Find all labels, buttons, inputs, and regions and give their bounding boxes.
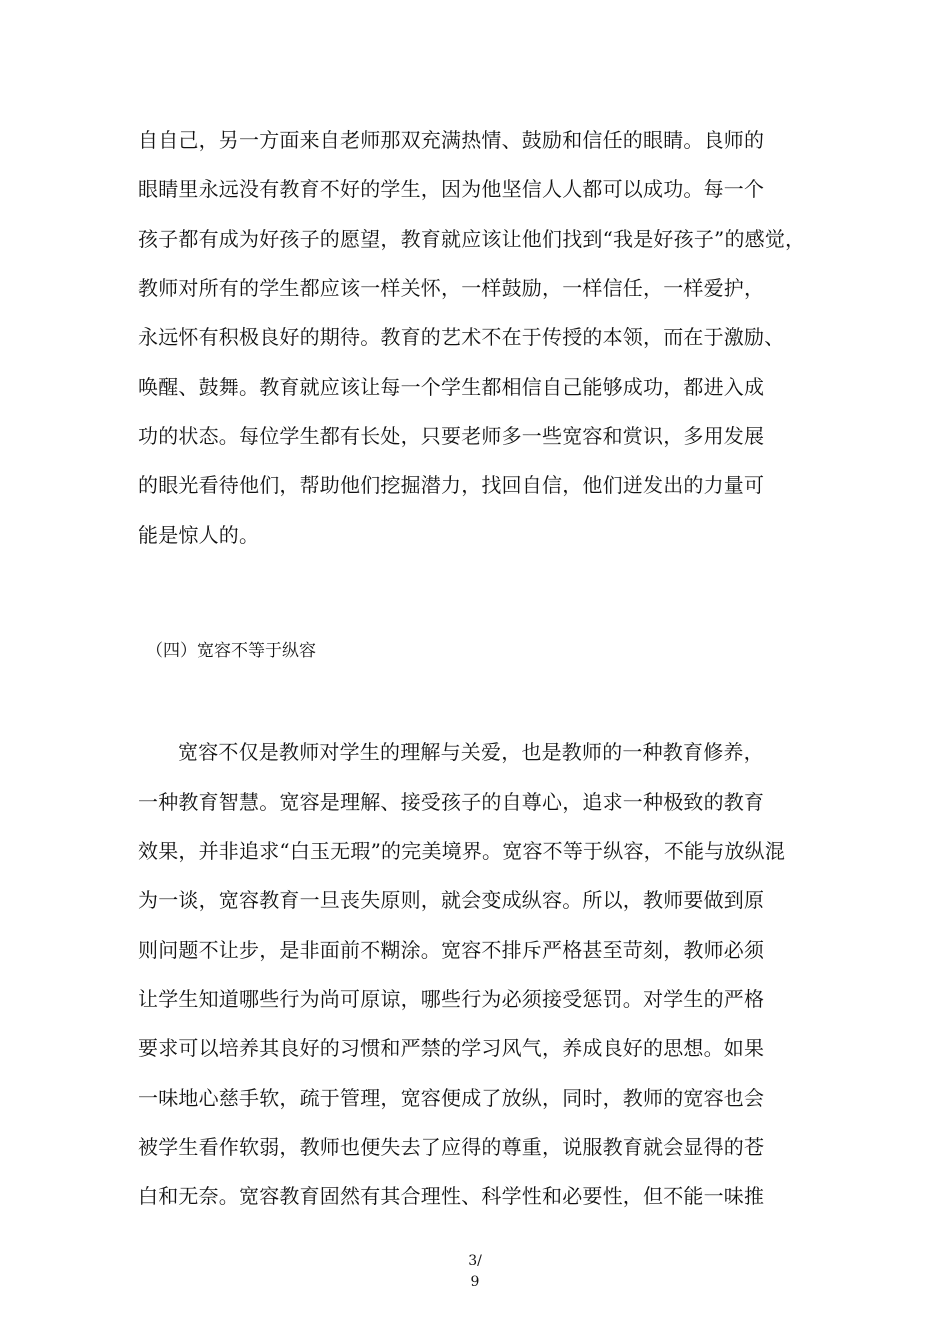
paragraph-line: 要求可以培养其良好的习惯和严禁的学习风气，养成良好的思想。如果 xyxy=(138,1036,765,1060)
paragraph-line: 宽容不仅是教师对学生的理解与关爱，也是教师的一种教育修养， xyxy=(178,740,764,764)
paragraph-line: 则问题不让步，是非面前不糊涂。宽容不排斥严格甚至苛刻，教师必须 xyxy=(138,938,765,962)
paragraph-line: 白和无奈。宽容教育固然有其合理性、科学性和必要性，但不能一味推 xyxy=(138,1184,765,1208)
paragraph-line: 让学生知道哪些行为尚可原谅，哪些行为必须接受惩罚。对学生的严格 xyxy=(138,987,765,1011)
paragraph-line: 唤醒、鼓舞。教育就应该让每一个学生都相信自己能够成功，都进入成 xyxy=(138,375,765,399)
section-heading: （四）宽容不等于纵容 xyxy=(146,641,316,661)
paragraph-line: 永远怀有积极良好的期待。教育的艺术不在于传授的本领，而在于激励、 xyxy=(138,325,785,349)
paragraph-line: 自自己，另一方面来自老师那双充满热情、鼓励和信任的眼睛。良师的 xyxy=(138,128,765,152)
paragraph-line: 教师对所有的学生都应该一样关怀，一样鼓励，一样信任，一样爱护， xyxy=(138,276,765,300)
paragraph-line: 为一谈，宽容教育一旦丧失原则，就会变成纵容。所以，教师要做到原 xyxy=(138,888,765,912)
paragraph-line: 孩子都有成为好孩子的愿望，教育就应该让他们找到“我是好孩子”的感觉， xyxy=(138,227,806,251)
paragraph-line: 被学生看作软弱，教师也便失去了应得的尊重，说服教育就会显得的苍 xyxy=(138,1135,765,1159)
paragraph-line: 一种教育智慧。宽容是理解、接受孩子的自尊心，追求一种极致的教育 xyxy=(138,790,765,814)
paragraph-line: 一味地心慈手软，疏于管理，宽容便成了放纵，同时，教师的宽容也会 xyxy=(138,1086,765,1110)
paragraph-line: 眼睛里永远没有教育不好的学生，因为他坚信人人都可以成功。每一个 xyxy=(138,177,765,201)
paragraph-line: 效果，并非追求“白玉无瑕”的完美境界。宽容不等于纵容，不能与放纵混 xyxy=(138,839,786,863)
paragraph-line: 功的状态。每位学生都有长处，只要老师多一些宽容和赏识，多用发展 xyxy=(138,424,765,448)
paragraph-line: 能是惊人的。 xyxy=(138,523,260,547)
paragraph-line: 的眼光看待他们，帮助他们挖掘潜力，找回自信，他们迸发出的力量可 xyxy=(138,473,765,497)
page-number-total: 9 xyxy=(470,1274,480,1290)
page-number-current: 3/ xyxy=(468,1253,482,1269)
